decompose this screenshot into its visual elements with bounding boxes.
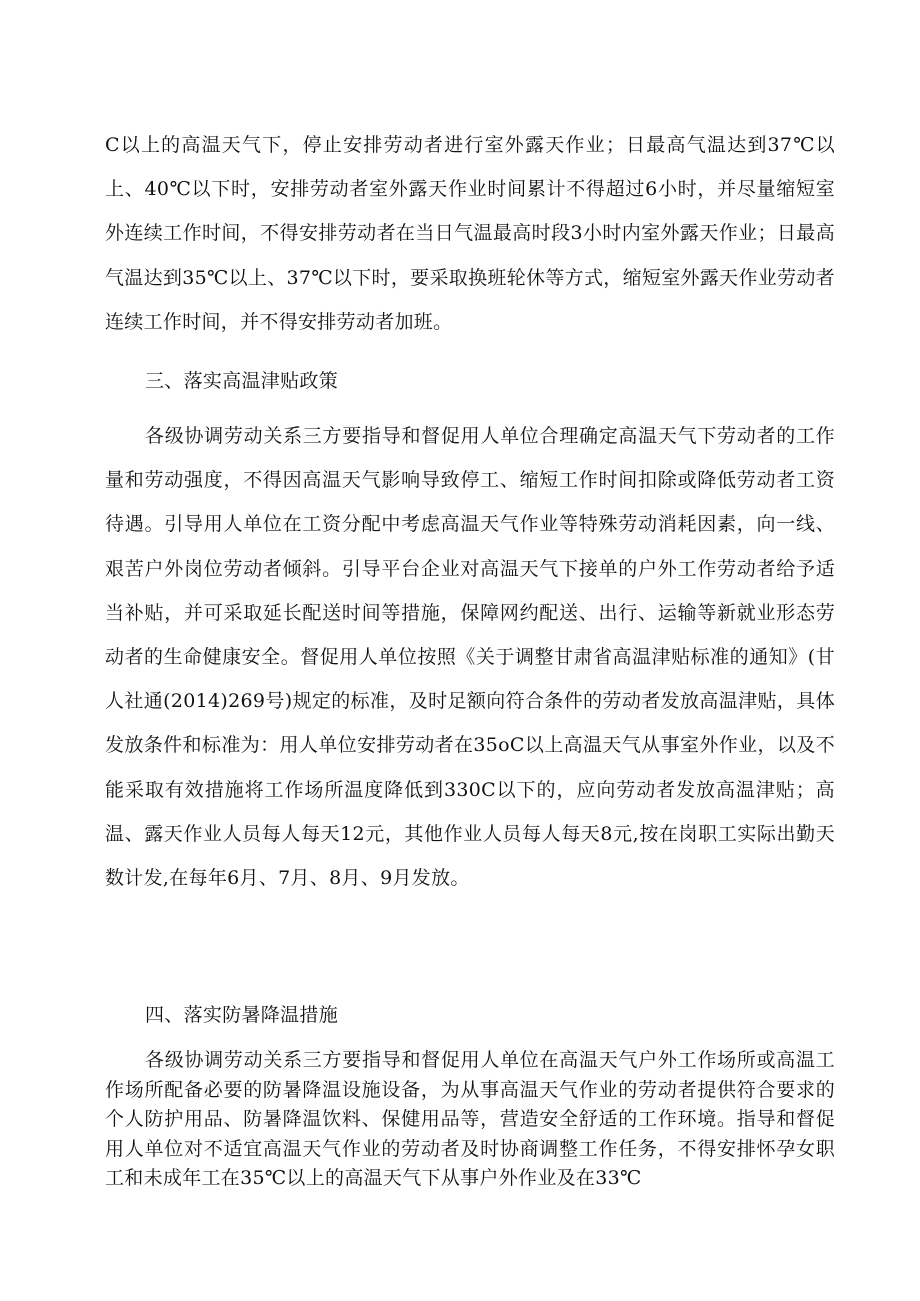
paragraph-heat-work-limits: C以上的高温天气下，停止安排劳动者进行室外露天作业；日最高气温达到37℃以上、40℃以下时，安排劳动者室外露天作业时间累计不得超过6小时，并尽量缩短室外连续工作时间，不得安排劳动者在当日气温最高时段3小时内室外露天作业；日最高气温达到35℃以上、37℃以下时，要采取换班轮休等方式，缩短室外露天作业劳动者连续工作时间，并不得安排劳动者加班。 [105, 134, 835, 333]
paragraph-cooling-measures: 各级协调劳动关系三方要指导和督促用人单位在高温天气户外工作场所或高温工作场所配备必要的防暑降温设施设备，为从事高温天气作业的劳动者提供符合要求的个人防护用品、防暑降温饮料、保健用品等，营造安全舒适的工作环境。指导和督促用人单位对不适宜高温天气作业的劳动者及时协商调整工作任务，不得安排怀孕女职工和未成年工在35℃以上的高温天气下从事户外作业及在33℃ [105, 1049, 835, 1189]
section-heading-4: 四、落实防暑降温措施 [145, 1004, 339, 1026]
section-heading-3: 三、落实高温津贴政策 [145, 370, 339, 392]
paragraph-heat-allowance: 各级协调劳动关系三方要指导和督促用人单位合理确定高温天气下劳动者的工作量和劳动强度，不得因高温天气影响导致停工、缩短工作时间扣除或降低劳动者工资待遇。引导用人单位在工资分配中考虑高温天气作业等特殊劳动消耗因素，向一线、艰苦户外岗位劳动者倾斜。引导平台企业对高温天气下接单的户外工作劳动者给予适当补贴，并可采取延长配送时间等措施，保障网约配送、出行、运输等新就业形态劳动者的生命健康安全。督促用人单位按照《关于调整甘肃省高温津贴标准的通知》(甘人社通(2014)269号)规定的标准，及时足额向符合条件的劳动者发放高温津贴，具体发放条件和标准为：用人单位安排劳动者在35oC以上高温天气从事室外作业，以及不能采取有效措施将工作场所温度降低到330C以下的，应向劳动者发放高温津贴；高温、露天作业人员每人每天12元，其他作业人员每人每天8元,按在岗职工实际出勤天数计发,在每年6月、7月、8月、9月发放。 [105, 425, 835, 890]
